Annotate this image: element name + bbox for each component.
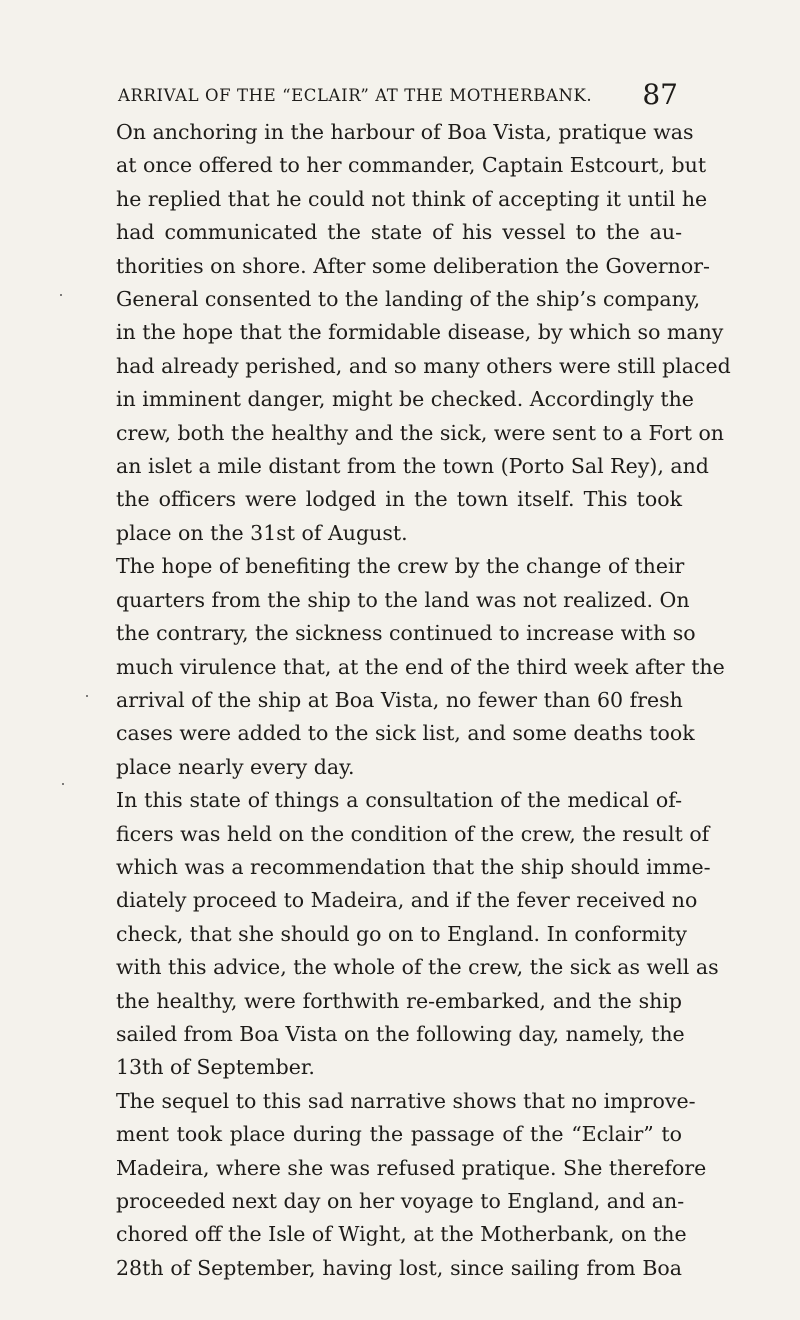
- text-line: 28th of September, having lost, since sailing from Boa: [116, 1255, 682, 1280]
- text-line: the healthy, were forthwith re-embarked, and the ship: [116, 988, 682, 1013]
- text-line: he replied that he could not think of accepting it until he: [116, 186, 708, 211]
- text-line: Madeira, where she was refused pratique. She therefore: [116, 1155, 707, 1180]
- text-line: ment took place during the passage of the “Eclair” to: [116, 1122, 682, 1147]
- text-line: thorities on shore. After some deliberation the Governor-: [116, 253, 710, 278]
- paragraph-2: [116, 550, 725, 784]
- text-line: check, that she should go on to England. In conformity: [116, 921, 687, 946]
- text-line: General consented to the landing of the ship’s company,: [116, 287, 701, 312]
- text-line: In this state of things a consultation of the medical of-: [116, 788, 682, 813]
- text-line: ficers was held on the condition of the crew, the result of: [116, 821, 710, 846]
- text-line: On anchoring in the harbour of Boa Vista, pratique was: [116, 120, 694, 144]
- text-line: the officers were lodged in the town itself. This took: [116, 487, 682, 512]
- text-line: had communicated the state of his vessel to the au-: [116, 220, 682, 245]
- text-line: crew, both the healthy and the sick, were sent to a Fort on: [116, 420, 725, 445]
- text-line: in the hope that the formidable disease, by which so many: [116, 320, 724, 345]
- text-line: had already perished, and so many others were still placed: [116, 353, 731, 378]
- page-header: [118, 78, 678, 112]
- text-line: diately proceed to Madeira, and if the fever received no: [116, 888, 698, 913]
- paragraph-1: [116, 116, 731, 550]
- text-line: 13th of September.: [116, 1055, 315, 1080]
- text-line: proceeded next day on her voyage to England, and an-: [116, 1189, 685, 1213]
- text-line: The sequel to this sad narrative shows that no improve-: [116, 1088, 696, 1113]
- running-title: ARRIVAL OF THE “ECLAIR” AT THE MOTHERBANK.: [118, 86, 593, 105]
- text-line: place nearly every day.: [116, 754, 355, 779]
- text-line: quarters from the ship to the land was not realized. On: [116, 587, 690, 612]
- body-text: [116, 116, 731, 1285]
- text-line: place on the 31st of August.: [116, 520, 408, 545]
- text-line: in imminent danger, might be checked. Accordingly the: [116, 387, 694, 412]
- text-line: arrival of the ship at Boa Vista, no fewer than 60 fresh: [116, 687, 683, 712]
- text-line: at once offered to her commander, Captain Estcourt, but: [116, 153, 707, 178]
- text-line: which was a recommendation that the ship should imme-: [116, 854, 711, 879]
- page-number: 87: [642, 78, 678, 111]
- text-line: an islet a mile distant from the town (Porto Sal Rey), and: [116, 454, 709, 479]
- text-line: The hope of benefiting the crew by the change of their: [116, 554, 685, 579]
- text-line: sailed from Boa Vista on the following day, namely, the: [116, 1021, 685, 1046]
- print-speck: [86, 695, 88, 697]
- print-speck: [62, 783, 64, 785]
- print-speck: [60, 294, 62, 296]
- text-line: cases were added to the sick list, and some deaths took: [116, 721, 695, 746]
- text-line: chored off the Isle of Wight, at the Motherbank, on the: [116, 1222, 687, 1247]
- paragraph-3: [116, 784, 719, 1085]
- paragraph-4: [116, 1085, 707, 1285]
- text-line: with this advice, the whole of the crew, the sick as well as: [116, 955, 719, 980]
- text-line: the contrary, the sickness continued to increase with so: [116, 621, 696, 646]
- text-line: much virulence that, at the end of the third week after the: [116, 654, 725, 679]
